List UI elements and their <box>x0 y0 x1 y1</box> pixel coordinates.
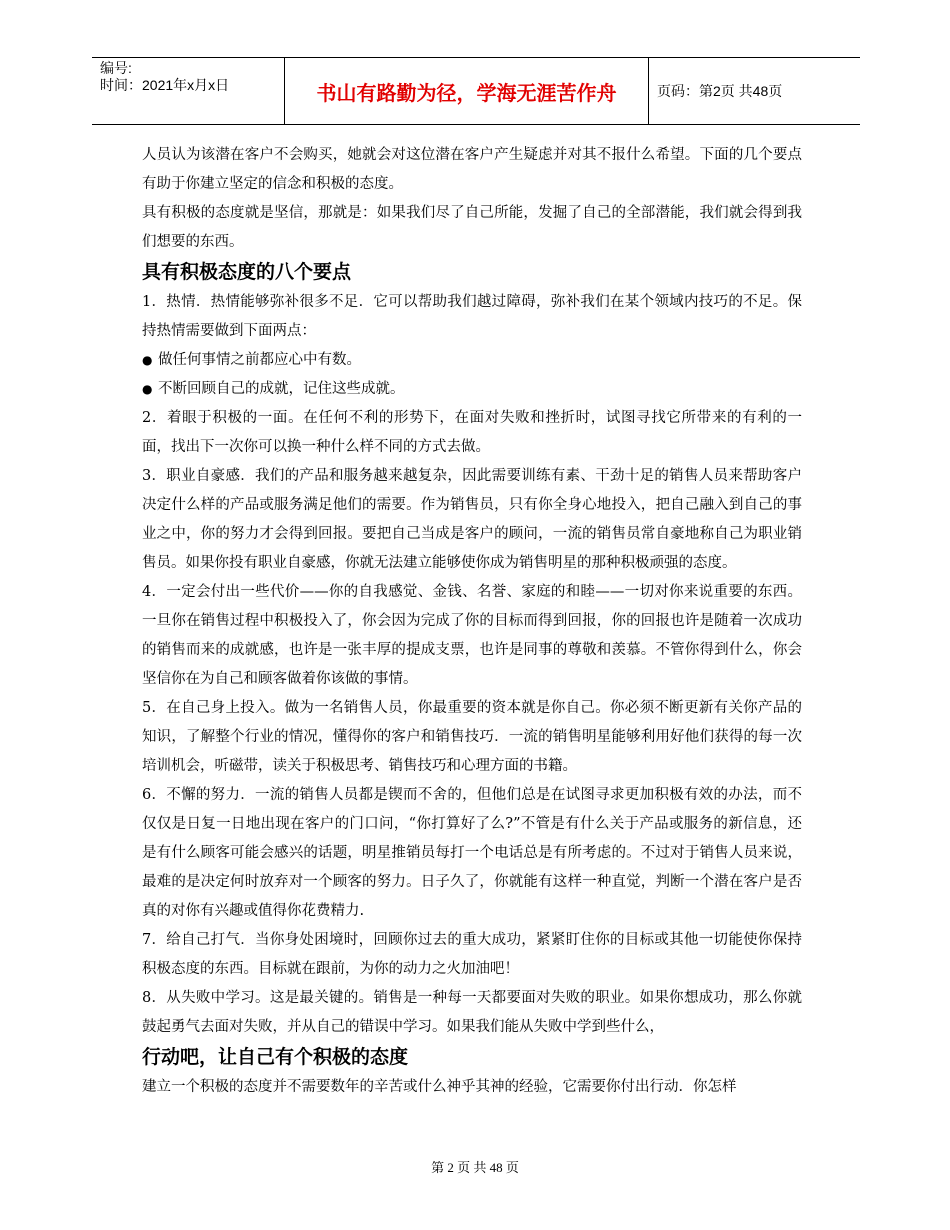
header-page-label: 页码：第2页 共48页 <box>657 83 783 99</box>
bullet-item <box>142 375 802 404</box>
para-text: 7．给自己打气．当你身处困境时，回顾你过去的重大成功，紧紧盯住你的目标或其他一切能使你保持积极态度的东西。目标就在跟前，为你的动力之火加油吧！ <box>142 932 802 977</box>
paragraph <box>142 462 802 578</box>
heading-text: 行动吧，让自己有个积极的态度 <box>142 1046 409 1068</box>
para-text: 4．一定会付出一些代价——你的自我感觉、金钱、名誉、家庭的和睦——一切对你来说重要的东西。一旦你在销售过程中积极投入了，你会因为完成了你的目标而得到回报，你的回报也许是随着一次成功的销售而来的成就感，也许是一张丰厚的提成支票，也许是同事的尊敬和羡慕。不管你得到什么，你会坚信你在为自己和顾客做着你该做的事情。 <box>142 584 802 687</box>
heading-text: 具有积极态度的八个要点 <box>142 261 352 283</box>
para-text: 8．从失败中学习。这是最关键的。销售是一种每一天都要面对失败的职业。如果你想成功，那么你就鼓起勇气去面对失败，并从自己的错误中学习。如果我们能从失败中学到些什么， <box>142 990 802 1035</box>
paragraph <box>142 199 802 257</box>
para-text: 建立一个积极的态度并不需要数年的辛苦或什么神乎其神的经验，它需要你付出行动．你怎样 <box>142 1079 737 1095</box>
paragraph <box>142 578 802 694</box>
bullet-text: 不断回顾自己的成就，记住这些成就。 <box>158 381 405 397</box>
para-text: 具有积极的态度就是坚信，那就是：如果我们尽了自己所能，发掘了自己的全部潜能，我们就会得到我们想要的东西。 <box>142 205 802 250</box>
paragraph <box>142 141 802 199</box>
header-meta-cell <box>92 58 285 124</box>
header-page-cell <box>649 58 860 124</box>
para-text: 人员认为该潜在客户不会购买，她就会对这位潜在客户产生疑虑并对其不报什么希望。下面的几个要点有助于你建立坚定的信念和积极的态度。 <box>142 147 802 192</box>
header-motto-cell <box>285 58 649 124</box>
para-text: 6．不懈的努力．一流的销售人员都是锲而不舍的，但他们总是在试图寻求更加积极有效的办法，而不仅仅是日复一日地出现在客户的门口问，“你打算好了么?”不管是有什么关于产品或服务的新信息，还是有什么顾客可能会感兴的话题，明星推销员每打一个电话总是有所考虑的。不过对于销售人员来说，最难的是决定何时放弃对一个顾客的努力。日子久了，你就能有这样一种直觉，判断一个潜在客户是否真的对你有兴趣或值得你花费精力. <box>142 787 802 919</box>
footer-page-number: 第 2 页 共 48 页 <box>431 1160 519 1175</box>
paragraph <box>142 694 802 781</box>
paragraph <box>142 288 802 346</box>
paragraph <box>142 926 802 984</box>
paragraph <box>142 1073 802 1102</box>
bullet-item <box>142 346 802 375</box>
paragraph <box>142 404 802 462</box>
section-heading <box>142 257 802 288</box>
para-text: 3．职业自豪感．我们的产品和服务越来越复杂，因此需要训练有素、干劲十足的销售人员来帮助客户决定什么样的产品或服务满足他们的需要。作为销售员，只有你全身心地投入，把自己融入到自己的事业之中，你的努力才会得到回报。要把自己当成是客户的顾问，一流的销售员常自豪地称自己为职业销售员。如果你投有职业自豪感，你就无法建立能够使你成为销售明星的那种积极顽强的态度。 <box>142 468 802 571</box>
doc-time-label: 时间：2021年x月x日 <box>100 77 230 93</box>
bullet-dot-icon: ● <box>142 382 153 396</box>
header-motto: 书山有路勤为径，学海无涯苦作舟 <box>316 80 617 105</box>
para-text: 1．热情．热情能够弥补很多不足．它可以帮助我们越过障碍，弥补我们在某个领域内技巧的不足。保持热情需要做到下面两点： <box>142 294 802 339</box>
paragraph <box>142 781 802 926</box>
page-header <box>92 57 860 125</box>
doc-code-label: 编号: <box>100 60 132 76</box>
bullet-dot-icon: ● <box>142 353 153 367</box>
section-heading <box>142 1042 802 1073</box>
page-footer <box>0 1157 950 1176</box>
para-text: 5．在自己身上投入。做为一名销售人员，你最重要的资本就是你自己。你必须不断更新有关你产品的知识，了解整个行业的情况，懂得你的客户和销售技巧．一流的销售明星能够利用好他们获得的每一次培训机会，听磁带，读关于积极思考、销售技巧和心理方面的书籍。 <box>142 700 802 774</box>
para-text: 2．着眼于积极的一面。在任何不利的形势下，在面对失败和挫折时，试图寻找它所带来的有利的一面，找出下一次你可以换一种什么样不同的方式去做。 <box>142 410 802 455</box>
bullet-text: 做任何事情之前都应心中有数。 <box>158 352 361 368</box>
document-body <box>142 141 802 1102</box>
paragraph <box>142 984 802 1042</box>
